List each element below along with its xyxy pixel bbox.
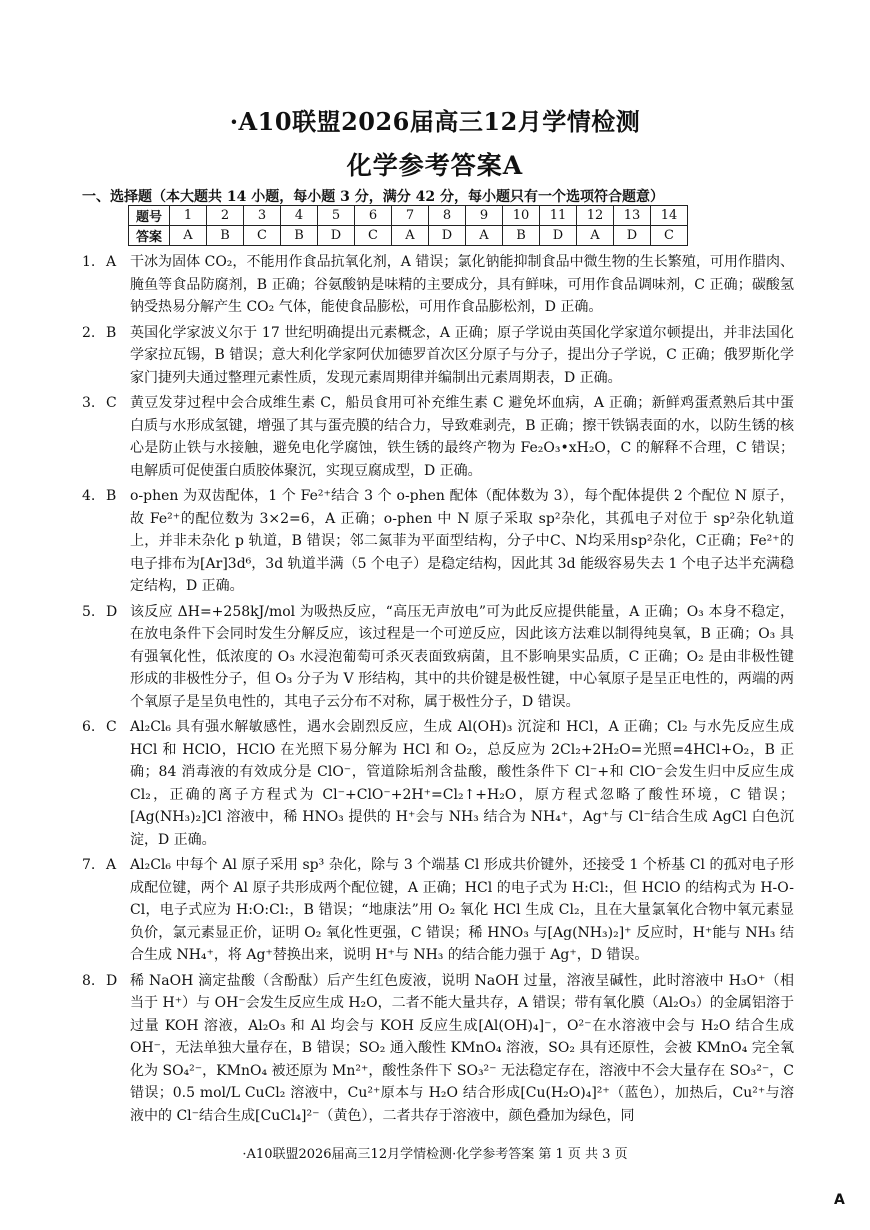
answer-cell: B xyxy=(281,226,318,246)
answer-cell: C xyxy=(244,226,281,246)
explanation-list xyxy=(82,251,794,1130)
item-answer-letter: B xyxy=(106,324,117,341)
item-answer-letter: C xyxy=(106,395,117,411)
question-number-cell: 1 xyxy=(170,206,207,226)
item-answer-letter: A xyxy=(106,857,117,873)
item-answer-letter: A xyxy=(106,254,117,270)
item-number: 2. xyxy=(82,324,96,341)
item-number: 3. xyxy=(82,395,96,411)
answer-cell: A xyxy=(170,226,207,246)
answer-row xyxy=(129,226,688,246)
item-number: 5. xyxy=(82,603,96,620)
answer-cell: C xyxy=(355,226,392,246)
answer-cell: D xyxy=(540,226,577,246)
item-explanation-text: o-phen 为双齿配体，1 个 Fe²⁺结合 3 个 o-phen 配体（配体数为 3），每个配体提供 2 个配位 N 原子，故 Fe²⁺的配位数为 3×2=6，A 正确；o-phen 中 N 原子采取 sp²杂化，其孤电子对位于 sp²杂化轨道上，并非未杂化 p 轨道，B 错误；邻二氮菲为平面型结构，分子中C、N均采用sp²杂化，C正确；Fe²⁺的电子排布为[Ar]3d⁶，3d 轨道半满（5 个电子）是稳定结构，因此其 3d 能级容易失去 1 个电子达半充满稳定结构，D 正确。 xyxy=(130,488,794,594)
answer-cell: C xyxy=(651,226,688,246)
explanation-item xyxy=(82,392,794,482)
item-number: 1. xyxy=(82,254,96,270)
question-number-cell: 3 xyxy=(244,206,281,226)
question-number-cell: 12 xyxy=(577,206,614,226)
item-explanation-text: 英国化学家波义尔于 17 世纪明确提出元素概念，A 正确；原子学说由英国化学家道尔顿提出，并非法国化学家拉瓦锡，B 错误；意大利化学家阿伏加德罗首次区分原子与分子，提出分子学说，C 正确；俄罗斯化学家门捷列夫通过整理元素性质，发现元素周期律并编制出元素周期表，D 正确。 xyxy=(130,324,794,386)
item-explanation-text: Al₂Cl₆ 具有强水解敏感性，遇水会剧烈反应，生成 Al(OH)₃ 沉淀和 HCl，A 正确；Cl₂ 与水先反应生成 HCl 和 HClO，HClO 在光照下易分解为 HCl 和 O₂，总反应为 2Cl₂+2H₂O=光照=4HCl+O₂，B 正确；84 消毒液的有效成分是 ClO⁻，管道除垢剂含盐酸，酸性条件下 Cl⁻+和 ClO⁻会发生归中反应生成 Cl₂，正确的离子方程式为 Cl⁻+ClO⁻+2H⁺=Cl₂↑+H₂O，原方程式忽略了酸性环境，C 错误；[Ag(NH₃)₂]Cl 溶液中，稀 HNO₃ 提供的 H⁺会与 NH₃ 结合为 NH₄⁺，Ag⁺与 Cl⁻结合生成 AgCl 白色沉淀，D 正确。 xyxy=(130,719,794,848)
item-explanation-text: 稀 NaOH 滴定盐酸（含酚酞）后产生红色废液，说明 NaOH 过量，溶液呈碱性，此时溶液中 H₃O⁺（相当于 H⁺）与 OH⁻会发生反应生成 H₂O，二者不能大量共存，A 错误；带有氧化膜（Al₂O₃）的金属铝溶于过量 KOH 溶液，Al₂O₃ 和 Al 均会与 KOH 反应生成[Al(OH)₄]⁻，O²⁻在水溶液中会与 H₂O 结合生成 OH⁻，无法单独大量存在，B 错误；SO₂ 通入酸性 KMnO₄ 溶液，SO₂ 具有还原性，会被 KMnO₄ 完全氧化为 SO₄²⁻，KMnO₄ 被还原为 Mn²⁺，酸性条件下 SO₃²⁻ 无法稳定存在，溶液中不会大量存在 SO₃²⁻，C 错误；0.5 mol/L CuCl₂ 溶液中，Cu²⁺原本与 H₂O 结合形成[Cu(H₂O)₄]²⁺（蓝色），加热后，Cu²⁺与溶液中的 Cl⁻结合生成[CuCl₄]²⁻（黄色），二者共存于溶液中，颜色叠加为绿色，同 xyxy=(130,972,794,1124)
answer-cell: A xyxy=(466,226,503,246)
answer-cell: D xyxy=(318,226,355,246)
explanation-item xyxy=(82,854,794,967)
explanation-item xyxy=(82,716,794,851)
question-number-cell: 4 xyxy=(281,206,318,226)
item-answer-letter: D xyxy=(106,972,118,989)
answer-cell: B xyxy=(207,226,244,246)
item-answer-letter: D xyxy=(106,603,118,620)
section-heading: 一、选择题（本大题共 14 小题，每小题 3 分，满分 42 分，每小题只有一个选项符合题意） xyxy=(82,189,664,205)
question-number-cell: 14 xyxy=(651,206,688,226)
page-footer: ·A10联盟2026届高三12月学情检测·化学参考答案 第 1 页 共 3 页 xyxy=(242,1147,628,1162)
row-label-question: 题号 xyxy=(129,206,170,226)
question-number-cell: 13 xyxy=(614,206,651,226)
question-number-row xyxy=(129,206,688,226)
question-number-cell: 7 xyxy=(392,206,429,226)
explanation-item xyxy=(82,970,794,1128)
explanation-item xyxy=(82,251,794,319)
item-number: 6. xyxy=(82,719,96,735)
answer-cell: D xyxy=(614,226,651,246)
question-number-cell: 11 xyxy=(540,206,577,226)
item-explanation-text: Al₂Cl₆ 中每个 Al 原子采用 sp³ 杂化，除与 3 个端基 Cl 形成共价键外，还接受 1 个桥基 Cl 的孤对电子形成配位键，两个 Al 原子共形成两个配位键，A 正确；HCl 的电子式为 H:Cl:，但 HClO 的结构式为 H-O-Cl，电子式应为 H:O:Cl:，B 错误；“地康法”用 O₂ 氧化 HCl 生成 Cl₂，且在大量氯氧化合物中氧元素显负价，氯元素显正价，证明 O₂ 氧化性更强，C 错误；稀 HNO₃ 与[Ag(NH₃)₂]⁺ 反应时，H⁺能与 NH₃ 结合生成 NH₄⁺，将 Ag⁺替换出来，说明 H⁺与 NH₃ 的结合能力强于 Ag⁺，D 错误。 xyxy=(130,857,794,963)
question-number-cell: 9 xyxy=(466,206,503,226)
answer-key-title: 化学参考答案A xyxy=(346,151,524,180)
question-number-cell: 10 xyxy=(503,206,540,226)
question-number-cell: 2 xyxy=(207,206,244,226)
item-explanation-text: 干冰为固体 CO₂，不能用作食品抗氧化剂，A 错误；氯化钠能抑制食品中微生物的生长繁殖，可用作腊肉、腌鱼等食品防腐剂，B 正确；谷氨酸钠是味精的主要成分，具有鲜味，可用作食品调味剂，C 正确；碳酸氢钠受热易分解产生 CO₂ 气体，能使食品膨松，可用作食品膨松剂，D 正确。 xyxy=(130,254,794,315)
answer-cell: A xyxy=(392,226,429,246)
row-label-answer: 答案 xyxy=(129,226,170,246)
question-number-cell: 8 xyxy=(429,206,466,226)
explanation-item xyxy=(82,601,794,714)
answer-cell: B xyxy=(503,226,540,246)
answer-cell: D xyxy=(429,226,466,246)
corner-mark: A xyxy=(834,1192,845,1208)
item-number: 4. xyxy=(82,488,96,504)
item-explanation-text: 黄豆发芽过程中会合成维生素 C，船员食用可补充维生素 C 避免坏血病，A 正确；新鲜鸡蛋煮熟后其中蛋白质与水形成氢键，增强了其与蛋壳膜的结合力，导致难剥壳，B 正确；擦干铁锅表面的水，以防生锈的核心是防止铁与水接触，避免电化学腐蚀，铁生锈的最终产物为 Fe₂O₃•xH₂O，C 的解释不合理，C 错误；电解质可促使蛋白质胶体聚沉，实现豆腐成型，D 正确。 xyxy=(130,395,794,479)
explanation-item xyxy=(82,485,794,598)
exam-title: ·A10联盟2026届高三12月学情检测 xyxy=(229,107,641,136)
answer-cell: A xyxy=(577,226,614,246)
item-number: 8. xyxy=(82,972,96,989)
item-answer-letter: B xyxy=(106,488,117,504)
question-number-cell: 5 xyxy=(318,206,355,226)
item-answer-letter: C xyxy=(106,719,117,735)
item-number: 7. xyxy=(82,857,96,873)
item-explanation-text: 该反应 ΔH=+258kJ/mol 为吸热反应，“高压无声放电”可为此反应提供能量，A 正确；O₃ 本身不稳定，在放电条件下会同时发生分解反应，该过程是一个可逆反应，因此该方法难以制得纯臭氧，B 正确；O₃ 具有强氧化性，低浓度的 O₃ 水浸泡葡萄可杀灭表面致病菌，且不影响果实品质，C 正确；O₂ 是由非极性键形成的非极性分子，但 O₃ 分子为 V 形结构，其中的共价键是极性键，中心氧原子是呈正电性的，两端的两个氧原子是呈负电性的，其电子云分布不对称，属于极性分子，D 错误。 xyxy=(130,603,794,710)
answer-table xyxy=(128,205,688,246)
question-number-cell: 6 xyxy=(355,206,392,226)
explanation-item xyxy=(82,322,794,390)
